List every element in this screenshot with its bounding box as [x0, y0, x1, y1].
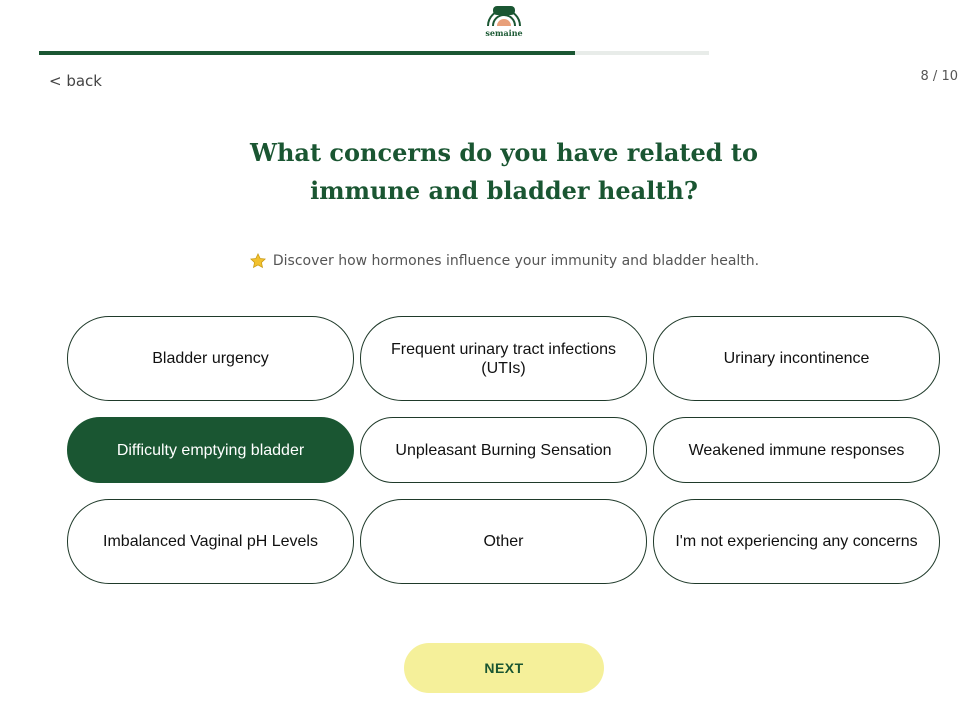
option-other[interactable]	[360, 499, 647, 584]
brand-name: semaine	[485, 28, 523, 38]
option-urinary-incontinence[interactable]	[653, 316, 940, 401]
question-title	[190, 134, 818, 210]
option-label: I'm not experiencing any concerns	[675, 533, 918, 550]
option-vaginal-ph[interactable]	[67, 499, 354, 584]
next-button[interactable]: NEXT	[404, 643, 604, 693]
option-label: Imbalanced Vaginal pH Levels	[103, 533, 318, 550]
option-label: Weakened immune responses	[688, 441, 905, 459]
hint-text	[150, 252, 858, 270]
brand-logo	[482, 6, 526, 40]
option-label: Urinary incontinence	[723, 350, 870, 367]
option-difficulty-emptying-bladder[interactable]	[67, 417, 354, 483]
step-counter: 8 / 10	[920, 69, 958, 84]
star-icon	[249, 252, 267, 270]
back-link[interactable]: < back	[49, 72, 102, 90]
progress-bar	[39, 51, 709, 55]
option-label: Unpleasant Burning Sensation	[395, 441, 612, 459]
option-label: Frequent urinary tract infections (UTIs)	[391, 340, 616, 377]
option-label: Other	[483, 533, 524, 550]
question-line-2: immune and bladder health?	[310, 176, 698, 205]
option-label: Difficulty emptying bladder	[116, 441, 305, 459]
progress-bar-fill	[39, 51, 575, 55]
question-line-1: What concerns do you have related to	[250, 138, 758, 167]
sun-logo-icon	[485, 6, 523, 28]
hint-label: Discover how hormones influence your immunity and bladder health.	[272, 253, 760, 269]
option-frequent-utis[interactable]	[360, 316, 647, 401]
option-bladder-urgency[interactable]	[67, 316, 354, 401]
option-weakened-immune[interactable]	[653, 417, 940, 483]
option-label: Bladder urgency	[152, 350, 269, 367]
option-burning-sensation[interactable]	[360, 417, 647, 483]
option-no-concerns[interactable]	[653, 499, 940, 584]
